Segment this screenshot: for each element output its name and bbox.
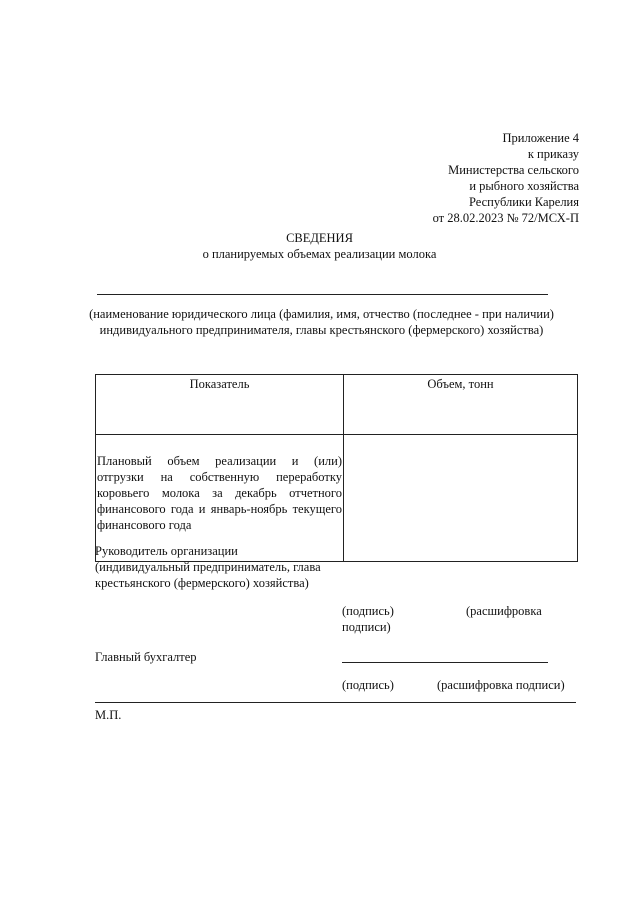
appendix-line: Приложение 4 bbox=[502, 131, 579, 145]
head-label-line: крестьянского (фермерского) хозяйства) bbox=[95, 576, 309, 590]
accountant-decode-caption: (расшифровка подписи) bbox=[437, 678, 565, 692]
divider-line bbox=[95, 702, 576, 703]
head-label-line: (индивидуальный предприниматель, глава bbox=[95, 560, 321, 574]
signature-caption-line: (подпись) bbox=[342, 604, 394, 618]
accountant-signature-caption: (подпись) bbox=[342, 678, 394, 692]
head-of-organization-label bbox=[95, 543, 321, 591]
stamp-place-label: М.П. bbox=[95, 708, 122, 722]
head-signature-caption bbox=[342, 603, 394, 635]
appendix-line: от 28.02.2023 № 72/МСХ-П bbox=[432, 211, 579, 225]
accountant-signature-line[interactable] bbox=[342, 662, 548, 663]
appendix-line: и рыбного хозяйства bbox=[469, 179, 579, 193]
chief-accountant-label: Главный бухгалтер bbox=[95, 650, 197, 664]
appendix-line: Министерства сельского bbox=[448, 163, 579, 177]
appendix-line: к приказу bbox=[527, 147, 579, 161]
volume-table bbox=[95, 374, 578, 562]
header-indicator: Показатель bbox=[96, 375, 344, 435]
document-title bbox=[0, 230, 639, 262]
header-volume: Объем, тонн bbox=[344, 375, 578, 435]
caption-line: индивидуального предпринимателя, главы крестьянского (фермерского) хозяйства) bbox=[99, 323, 544, 337]
title-main: СВЕДЕНИЯ bbox=[286, 231, 353, 245]
head-label-line: Руководитель организации bbox=[95, 544, 238, 558]
table-header-row bbox=[96, 375, 578, 435]
appendix-line: Республики Карелия bbox=[468, 195, 579, 209]
entity-name-caption bbox=[60, 306, 583, 338]
caption-line: (наименование юридического лица (фамилия, имя, отчество (последнее - при наличии) bbox=[89, 307, 554, 321]
volume-value-cell[interactable] bbox=[344, 435, 578, 562]
head-decode-caption: (расшифровка bbox=[466, 604, 542, 618]
indicator-cell: Плановый объем реализации и (или) отгрузки на собственную переработку коровьего молока за декабрь отчетного финансового года и январь-ноябрь текущего финансового года bbox=[96, 435, 344, 562]
signature-caption-line: подписи) bbox=[342, 620, 391, 634]
title-sub: о планируемых объемах реализации молока bbox=[202, 247, 437, 261]
appendix-block bbox=[433, 130, 579, 226]
entity-name-field-line[interactable] bbox=[97, 294, 548, 295]
